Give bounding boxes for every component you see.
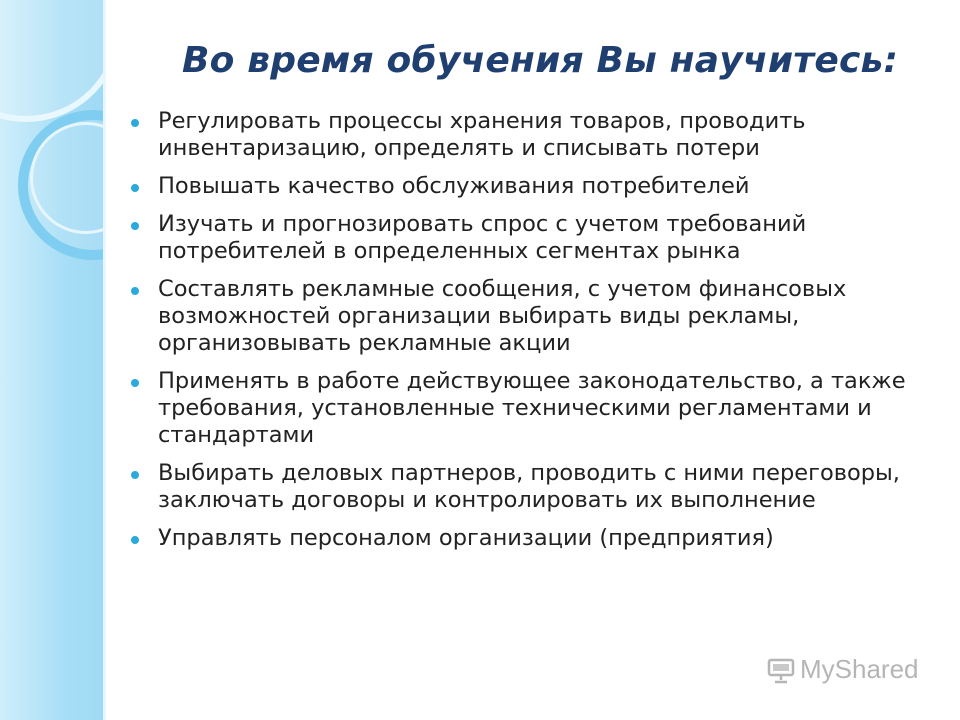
decorative-sidebar bbox=[0, 0, 106, 720]
presentation-board-icon bbox=[766, 655, 796, 685]
bullet-icon bbox=[131, 536, 139, 544]
bullet-icon bbox=[131, 222, 139, 230]
bullet-icon bbox=[131, 379, 139, 387]
bullet-icon bbox=[131, 287, 139, 295]
sidebar-edge bbox=[103, 0, 106, 720]
list-item: Повышать качество обслуживания потребителей bbox=[158, 173, 928, 200]
list-item: Применять в работе действующее законодательство, а также требования, установленные техническими регламентами и стандартами bbox=[158, 368, 928, 449]
list-item: Изучать и прогнозировать спрос с учетом требований потребителей в определенных сегментах рынка bbox=[158, 211, 928, 265]
slide-title: Во время обучения Вы научитесь: bbox=[182, 40, 899, 81]
watermark bbox=[766, 654, 919, 685]
list-item: Регулировать процессы хранения товаров, проводить инвентаризацию, определять и списывать потери bbox=[158, 108, 928, 162]
list-item: Составлять рекламные сообщения, с учетом финансовых возможностей организации выбирать виды рекламы, организовывать рекламные акции bbox=[158, 276, 928, 357]
bullet-icon bbox=[131, 119, 139, 127]
list-item: Управлять персоналом организации (предприятия) bbox=[158, 525, 928, 552]
list-item: Выбирать деловых партнеров, проводить с ними переговоры, заключать договоры и контролировать их выполнение bbox=[158, 460, 928, 514]
bullet-icon bbox=[131, 471, 139, 479]
watermark-text: MyShared bbox=[800, 654, 919, 684]
decorative-circle bbox=[0, 0, 106, 122]
bullet-icon bbox=[131, 184, 139, 192]
bullet-list bbox=[158, 108, 928, 563]
